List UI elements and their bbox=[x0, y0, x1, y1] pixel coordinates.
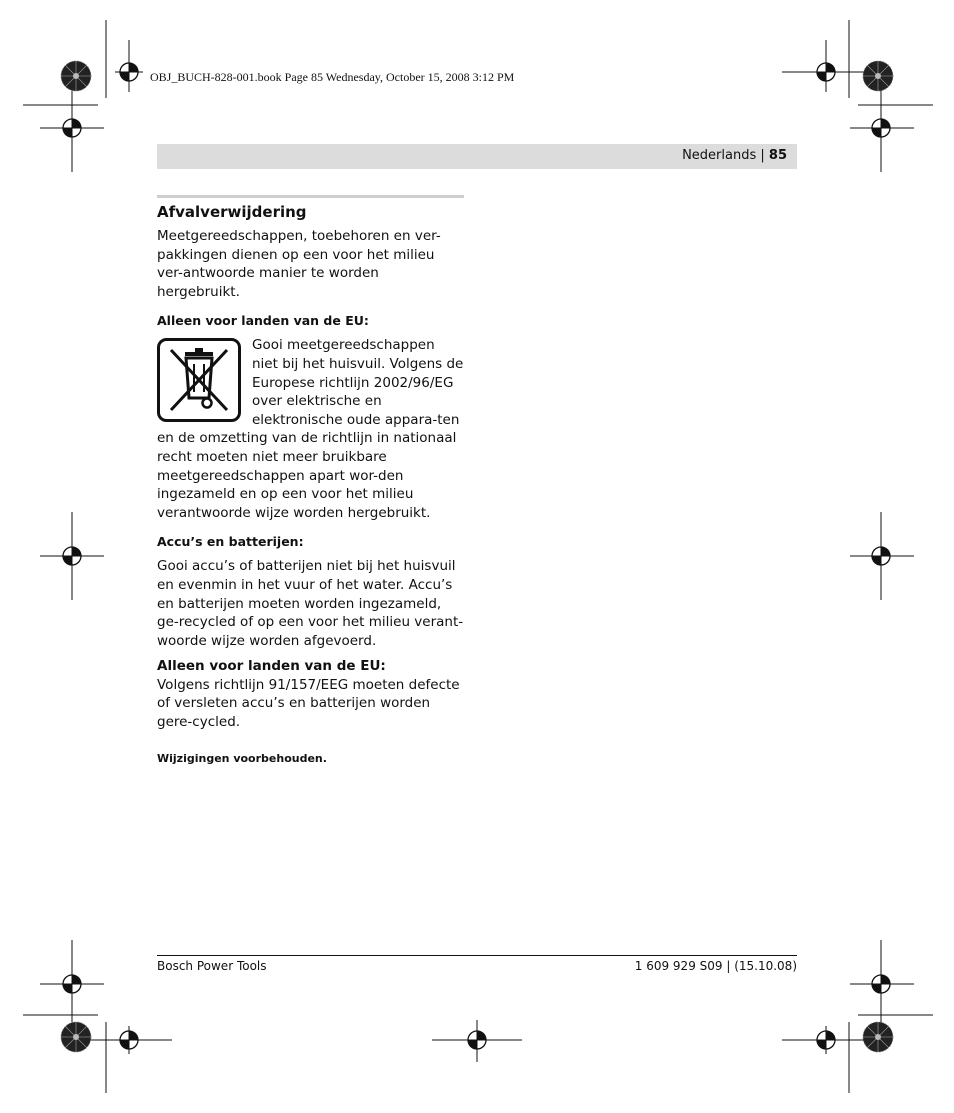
print-info: OBJ_BUCH-828-001.book Page 85 Wednesday, October 15, 2008 3:12 PM bbox=[150, 70, 515, 84]
eu-heading-2: Alleen voor landen van de EU: bbox=[157, 658, 386, 675]
battery-heading: Accu’s en batterijen: bbox=[157, 534, 304, 550]
footer-brand: Bosch Power Tools bbox=[157, 959, 267, 973]
section-heading: Afvalverwijdering bbox=[157, 203, 307, 221]
eu-paragraph: Gooi meetgereedschappen niet bij het huisvuil. Volgens de Europese richtlijn 2002/96/EG over elektrische en elektronische oude appara-ten en de omzetting van de richtlijn in nationaal recht moeten niet meer bruikbare meetgereedschappen apart wor-den ingezameld en op een voor het milieu verantwoorde wijze worden hergebruikt. bbox=[157, 337, 464, 521]
crossed-out-wheelie-bin-icon bbox=[157, 338, 241, 422]
section-rule bbox=[157, 195, 464, 198]
eu-heading: Alleen voor landen van de EU: bbox=[157, 313, 369, 329]
intro-paragraph: Meetgereedschappen, toebehoren en ver-pakkingen dienen op een voor het milieu ver-antwoorde manier te worden hergebruikt. bbox=[157, 228, 441, 300]
header-separator: | bbox=[760, 148, 765, 163]
battery-paragraph: Gooi accu’s of batterijen niet bij het huisvuil en evenmin in het vuur of het water. Accu’s en batterijen moeten worden ingezameld, ge-recycled of op een voor het milieu verant-woorde wijze worden afgevoerd. bbox=[157, 558, 464, 649]
header-text bbox=[682, 148, 787, 163]
footer-doc-number: 1 609 929 S09 | (15.10.08) bbox=[634, 959, 797, 973]
footer-rule bbox=[157, 955, 797, 956]
header-language: Nederlands bbox=[682, 148, 757, 163]
page-header bbox=[157, 144, 797, 169]
eu-paragraph-2: Volgens richtlijn 91/157/EEG moeten defecte of versleten accu’s en batterijen worden gere-cycled. bbox=[157, 676, 460, 731]
page-number: 85 bbox=[768, 148, 787, 163]
content-column bbox=[157, 195, 464, 765]
changes-note: Wijzigingen voorbehouden. bbox=[157, 751, 327, 765]
